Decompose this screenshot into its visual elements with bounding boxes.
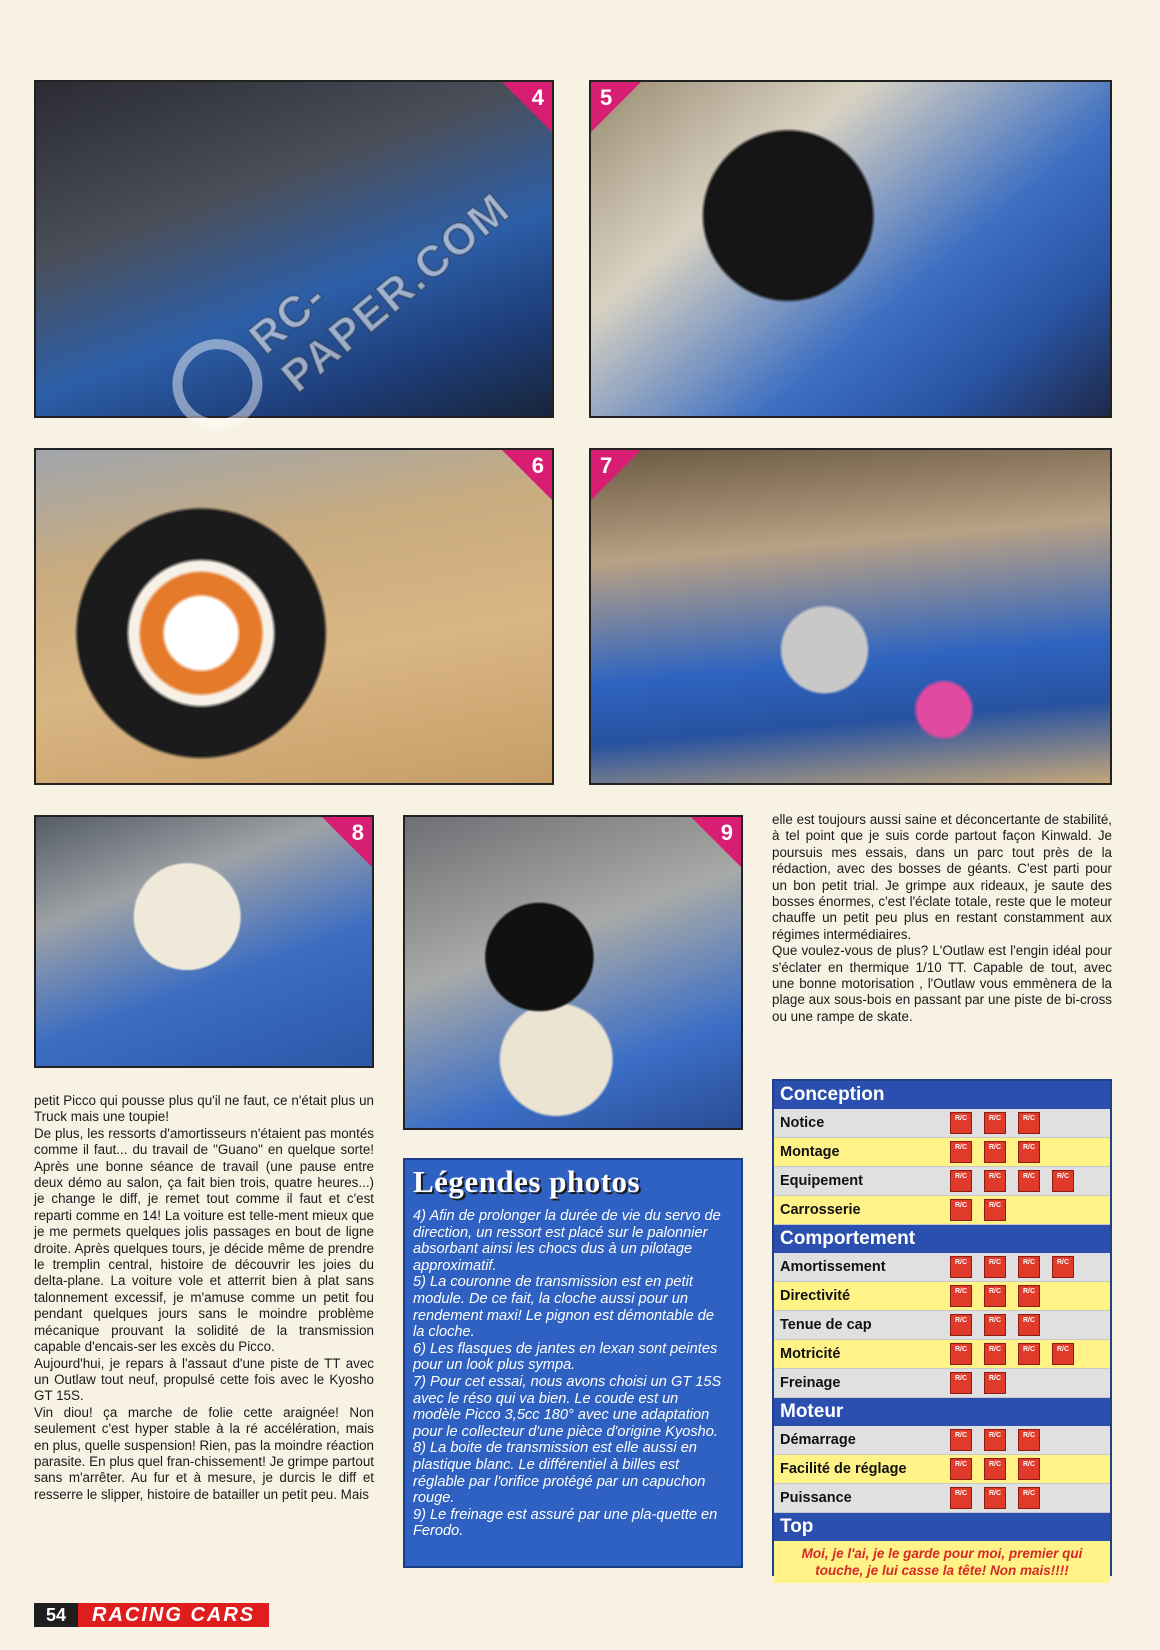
photo-number: 8 (351, 820, 364, 845)
photo-number-tag (691, 817, 741, 867)
rc-rating-chip-icon: R/C (1018, 1429, 1040, 1451)
article-paragraph: elle est toujours aussi saine et déconcertante de stabilité, à tel point que je suis corde partout façon Kinwald. Je poursuis mes essais, dans un parc tout près de la rédaction, avec des bosses de géants. C'est parti pour un bon petit trial. Je grimpe aux rideaux, je saute des bosses énormes, c'est l'éclate totale, reste que le moteur chauffe un petit peu plus en restant constamment aux régimes intermédiaires. (772, 812, 1112, 942)
rating-chips (950, 1458, 1040, 1480)
rc-rating-chip-icon: R/C (1018, 1343, 1040, 1365)
legend-item: 6) Les flasques de jantes en lexan sont peintes pour un look plus sympa. (413, 1340, 718, 1374)
rc-rating-chip-icon: R/C (950, 1199, 972, 1221)
article-paragraph: De plus, les ressorts d'amortisseurs n'étaient pas montés comme il faut... du travail de "Guano" en quelque sorte! Après une bonne séance de travail (une pause entre deux démo au salon, ça fait bien trois, quatre heures...) je change le diff, je remet tout comme il faut et c'est reparti comme en 14! La voiture est telle-ment mieux que je me permets quelques jolis passages en bout de ligne droite. Après quelques tours, je décide même de prendre le tremplin central, histoire de découvrir les joies du delta-plane. La voiture vole et atterrit bien à plat sans talonnement excessif, je m'amuse comme un petit fou pendant quelques jours sans le moindre problème mécanique prouvant la solidité de la transmission capable d'encais-ser les excès du Picco. (34, 1125, 374, 1355)
page-footer (34, 1602, 269, 1628)
rc-rating-chip-icon: R/C (984, 1285, 1006, 1307)
article-right-column (772, 812, 1112, 1025)
rating-row (774, 1138, 1110, 1167)
legend-title: Légendes photos (413, 1164, 641, 1199)
rc-rating-chip-icon: R/C (1018, 1256, 1040, 1278)
rating-label: Tenue de cap (780, 1317, 872, 1333)
rating-label: Motricité (780, 1346, 841, 1362)
rating-row (774, 1340, 1110, 1369)
article-left-column (34, 1093, 374, 1503)
photo-number: 6 (531, 453, 544, 478)
article-paragraph: Aujourd'hui, je repars à l'assaut d'une piste de TT avec un Outlaw tout neuf, propulsé cette fois avec le Kyosho GT 15S. (34, 1355, 374, 1404)
photo-number: 7 (600, 453, 613, 478)
rating-chips (950, 1314, 1040, 1336)
rating-section-title: Moteur (774, 1398, 1110, 1426)
rc-rating-chip-icon: R/C (950, 1372, 972, 1394)
photo-7 (589, 448, 1112, 785)
magazine-logo: RACING CARS (78, 1603, 269, 1627)
rating-label: Démarrage (780, 1432, 856, 1448)
rating-label: Montage (780, 1144, 840, 1160)
rc-rating-chip-icon: R/C (984, 1256, 1006, 1278)
photo-number-tag (502, 450, 552, 500)
rating-row (774, 1109, 1110, 1138)
rating-chips (950, 1372, 1006, 1394)
legend-item: 9) Le freinage est assuré par une pla-quette en Ferodo. (413, 1506, 718, 1540)
article-paragraph: Que voulez-vous de plus? L'Outlaw est l'engin idéal pour s'éclater en thermique 1/10 TT. Capable de tout, avec une bonne motorisation , l'Outlaw vous emmènera de la plage aux sous-bois en passant par une piste de bi-cross ou une rampe de skate. (772, 943, 1112, 1024)
rating-box (772, 1079, 1112, 1576)
rating-chips (950, 1112, 1040, 1134)
rating-chips (950, 1343, 1074, 1365)
rc-rating-chip-icon: R/C (950, 1314, 972, 1336)
photo-number-tag (591, 450, 641, 500)
verdict-text: Moi, je l'ai, je le garde pour moi, premier qui touche, je lui casse la tête! Non mais!!!! (774, 1541, 1110, 1583)
rc-rating-chip-icon: R/C (950, 1458, 972, 1480)
rating-chips (950, 1285, 1040, 1307)
rating-label: Equipement (780, 1173, 863, 1189)
rating-row (774, 1484, 1110, 1513)
rating-row (774, 1369, 1110, 1398)
rc-rating-chip-icon: R/C (1018, 1487, 1040, 1509)
legend-item: 7) Pour cet essai, nous avons choisi un GT 15S avec le réso qui va bien. Le coude est un modèle Picco 3,5cc 180° avec une adaptation pour le collecteur d'une pièce d'origine Kyosho. (413, 1373, 722, 1440)
rating-chips (950, 1141, 1040, 1163)
rating-row (774, 1282, 1110, 1311)
rc-rating-chip-icon: R/C (984, 1372, 1006, 1394)
legend-item: 8) La boite de transmission est elle aussi en plastique blanc. Le différentiel à billes est réglable par l'orifice protégé par un capuchon rouge. (413, 1440, 706, 1507)
rating-chips (950, 1170, 1074, 1192)
rating-label: Directivité (780, 1288, 851, 1304)
rating-row (774, 1167, 1110, 1196)
legend-item: 5) La couronne de transmission est en petit module. De ce fait, la cloche aussi pour un rendement maxi! Le pignon est démontable de la cloche. (413, 1274, 714, 1341)
rc-rating-chip-icon: R/C (1018, 1112, 1040, 1134)
rating-label: Facilité de réglage (780, 1461, 907, 1477)
photo-4 (34, 80, 554, 418)
rc-rating-chip-icon: R/C (950, 1170, 972, 1192)
rc-rating-chip-icon: R/C (984, 1343, 1006, 1365)
rc-rating-chip-icon: R/C (1018, 1314, 1040, 1336)
rating-row (774, 1426, 1110, 1455)
rating-section-title: Comportement (774, 1225, 1110, 1253)
rc-rating-chip-icon: R/C (1052, 1343, 1074, 1365)
rating-label: Puissance (780, 1490, 852, 1506)
rc-rating-chip-icon: R/C (1052, 1170, 1074, 1192)
watermark-text: RC-PAPER.COM (240, 183, 520, 402)
photo-number-tag (502, 82, 552, 132)
rc-rating-chip-icon: R/C (984, 1429, 1006, 1451)
rc-rating-chip-icon: R/C (984, 1458, 1006, 1480)
rc-rating-chip-icon: R/C (984, 1170, 1006, 1192)
rc-rating-chip-icon: R/C (950, 1141, 972, 1163)
rating-chips (950, 1256, 1074, 1278)
article-paragraph: Vin diou! ça marche de folie cette araignée! Non seulement c'est hyper stable à la ré accélération, mais en plus, quelle suspension! Rien, pas la moindre réaction parasite. En plus quel fran-chissement! Je grimpe partout sans m'arrêter. Au fur et à mesure, je durcis le diff et resserre le slipper, histoire de batailler un petit peu. Mais (34, 1404, 374, 1502)
rc-rating-chip-icon: R/C (1018, 1458, 1040, 1480)
rating-row (774, 1253, 1110, 1282)
rc-rating-chip-icon: R/C (950, 1112, 972, 1134)
rc-rating-chip-icon: R/C (984, 1487, 1006, 1509)
rating-label: Carrosserie (780, 1202, 861, 1218)
photo-number: 9 (720, 820, 733, 845)
photo-number-tag (322, 817, 372, 867)
rating-chips (950, 1429, 1040, 1451)
rc-rating-chip-icon: R/C (950, 1256, 972, 1278)
photo-legend-box (403, 1158, 743, 1568)
rating-label: Amortissement (780, 1259, 886, 1275)
photo-number-tag (591, 82, 641, 132)
legend-item: 4) Afin de prolonger la durée de vie du servo de direction, un ressort est placé sur le palonnier absorbant ainsi les chocs dus à un pilotage approximatif. (413, 1208, 721, 1274)
rc-rating-chip-icon: R/C (984, 1199, 1006, 1221)
page-number: 54 (34, 1603, 78, 1627)
rc-rating-chip-icon: R/C (1018, 1170, 1040, 1192)
rc-rating-chip-icon: R/C (950, 1285, 972, 1307)
rc-rating-chip-icon: R/C (950, 1343, 972, 1365)
photo-8 (34, 815, 374, 1068)
rating-section-title: Conception (774, 1081, 1110, 1109)
photo-5 (589, 80, 1112, 418)
rating-chips (950, 1487, 1040, 1509)
rc-rating-chip-icon: R/C (1018, 1285, 1040, 1307)
rating-row (774, 1196, 1110, 1225)
rc-rating-chip-icon: R/C (984, 1112, 1006, 1134)
rating-label: Notice (780, 1115, 825, 1131)
rc-rating-chip-icon: R/C (950, 1487, 972, 1509)
rating-chips (950, 1199, 1006, 1221)
rc-rating-chip-icon: R/C (1018, 1141, 1040, 1163)
photo-6 (34, 448, 554, 785)
rc-rating-chip-icon: R/C (984, 1314, 1006, 1336)
rating-label: Freinage (780, 1375, 841, 1391)
rating-row (774, 1311, 1110, 1340)
legend-body (413, 1208, 729, 1540)
photo-number: 5 (600, 85, 613, 110)
rating-row (774, 1455, 1110, 1484)
photo-number: 4 (531, 85, 544, 110)
rating-section-title: Top (774, 1513, 1110, 1541)
article-paragraph: petit Picco qui pousse plus qu'il ne faut, ce n'était plus un Truck mais une toupie! (34, 1093, 374, 1125)
rc-rating-chip-icon: R/C (984, 1141, 1006, 1163)
rc-rating-chip-icon: R/C (950, 1429, 972, 1451)
photo-9 (403, 815, 743, 1130)
rc-rating-chip-icon: R/C (1052, 1256, 1074, 1278)
